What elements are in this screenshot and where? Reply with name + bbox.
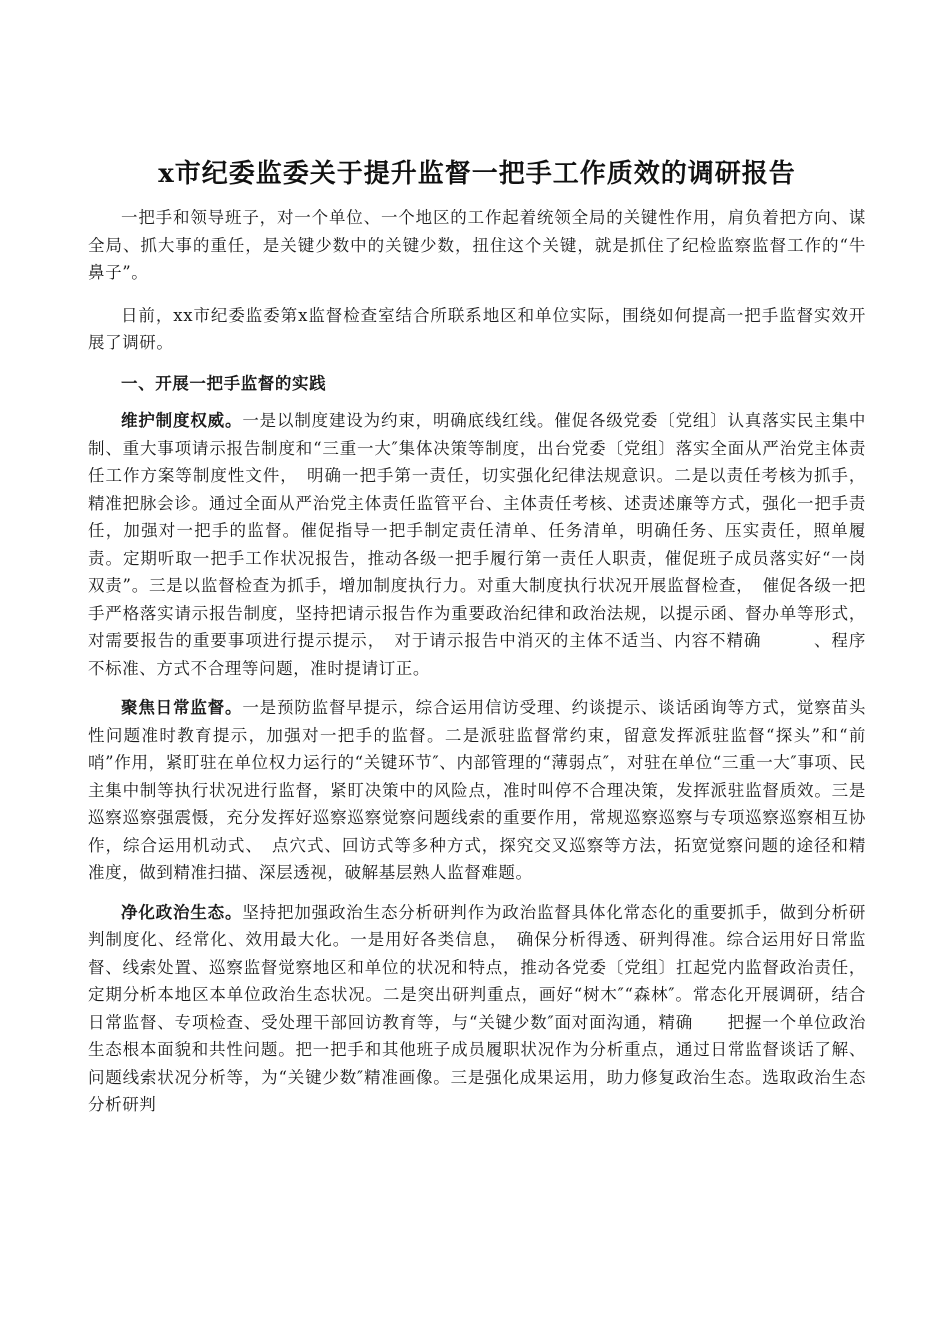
paragraph-lead: 净化政治生态。 <box>121 902 243 922</box>
paragraph-text: 一是预防监督早提示，综合运用信访受理、约谈提示、谈话函询等方式，觉察苗头性问题准时教育提示，加强对一把手的监督。二是派驻监督常约束，留意发挥派驻监督“探头”和“前哨”作用，紧盯驻在单位权力运行的“关键环节″、内部管理的“薄弱点″，对驻在单位“三重一大″事项、民主集中制等执行状况进行监督，紧盯决策中的风险点，准时叫停不合理决策，发挥派驻监督质效。三是巡察巡察强震慑，充分发挥好巡察巡察觉察问题线索的重要作用，常规巡察巡察与专项巡察巡察相互协作，综合运用机动式、 点穴式、回访式等多种方式，探究交叉巡察等方法，拓宽觉察问题的途径和精准度，做到精准扫描、深层透视，破解基层熟人监督难题。 <box>88 698 867 882</box>
section-heading: 一、开展一把手监督的实践 <box>121 373 327 393</box>
paragraph-text: 坚持把加强政治生态分析研判作为政治监督具体化常态化的重要抓手，做到分析研判制度化、经常化、效用最大化。一是用好各类信息， 确保分析得透、研判得准。综合运用好日常监督、线索处置、巡察监督觉察地区和单位的状况和特点，推动各党委〔党组〕扛起党内监督政治责任，定期分析本地区本单位政治生态状况。二是突出研判重点，画好“树木″“森林″。常态化开展调研，结合日常监督、专项检查、受处理干部回访教育等，与“关键少数″面对面沟通，精确 把握一个单位政治生态根本面貌和共性问题。把一把手和其他班子成员履职状况作为分析重点，通过日常监督谈话了解、问题线索状况分析等，为“关键少数″精准画像。三是强化成果运用，助力修复政治生态。选取政治生态分析研判 <box>88 902 867 1114</box>
paragraph-text: 一是以制度建设为约束，明确底线红线。催促各级党委〔党组〕认真落实民主集中制、重大事项请示报告制度和“三重一大″集体决策等制度，出台党委〔党组〕落实全面从严治党主体责任工作方案等制度性文件， 明确一把手第一责任，切实强化纪律法规意识。二是以责任考核为抓手，精准把脉会诊。通过全面从严治党主体责任监管平台、主体责任考核、述责述廉等方式，强化一把手责任，加强对一把手的监督。催促指导一把手制定责任清单、任务清单，明确任务、压实责任，照单履责。定期听取一把手工作状况报告，推动各级一把手履行第一责任人职责，催促班子成员落实好“一岗双责”。三是以监督检查为抓手，增加制度执行力。对重大制度执行状况开展监督检查， 催促各级一把手严格落实请示报告制度，坚持把请示报告作为重要政治纪律和政治法规，以提示函、督办单等形式，对需要报告的重要事项进行提示提示， 对于请示报告中消灭的主体不适当、内容不精确 、程序不标准、方式不合理等问题，准时提请订正。 <box>88 411 867 678</box>
body-paragraph <box>88 694 866 887</box>
body-paragraph <box>88 407 866 682</box>
intro-paragraph: 日前，xx市纪委监委第x监督检查室结合所联系地区和单位实际，围绕如何提高一把手监督实效开展了调研。 <box>88 305 866 352</box>
document-title: x市纪委监委关于提升监督一把手工作质效的调研报告 <box>158 159 796 189</box>
body-paragraph <box>88 899 866 1119</box>
intro-paragraph: 一把手和领导班子，对一个单位、一个地区的工作起着统领全局的关键性作用，肩负着把方向、谋全局、抓大事的重任，是关键少数中的关键少数，扭住这个关键，就是抓住了纪检监察监督工作的“牛鼻子”。 <box>88 208 866 282</box>
paragraph-lead: 聚焦日常监督。 <box>121 698 243 717</box>
document-page <box>88 152 866 1119</box>
paragraph-lead: 维护制度权威。 <box>121 411 243 430</box>
